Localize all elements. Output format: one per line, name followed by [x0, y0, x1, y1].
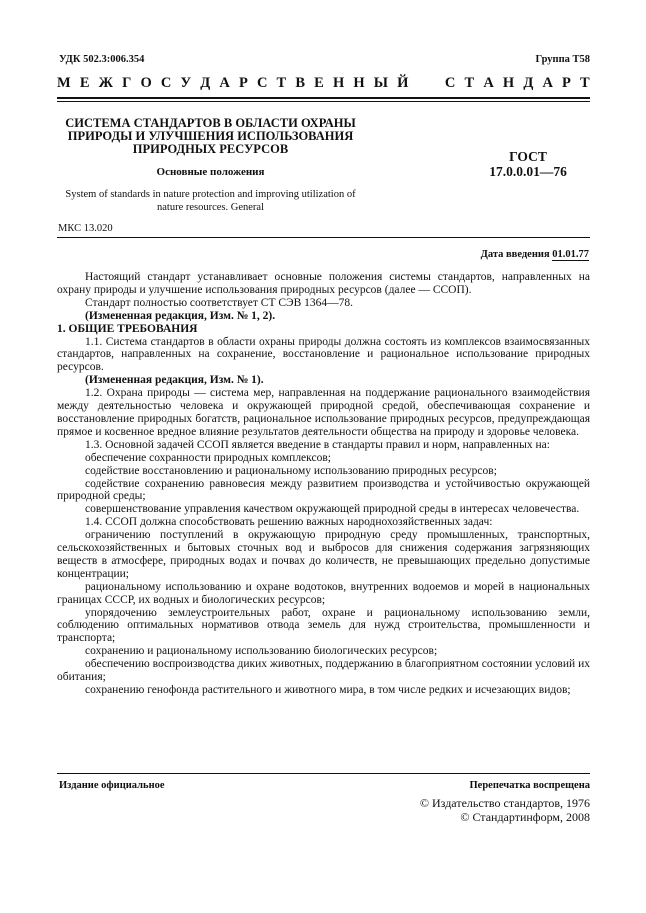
banner-letter: Й [397, 75, 409, 91]
effective-date [481, 249, 589, 260]
gost-designation [468, 149, 588, 179]
banner-letter: Т [580, 75, 590, 91]
effective-date-label: Дата введения [480, 249, 550, 260]
intro-paragraph: Настоящий стандарт устанавливает основные положения системы стандартов, направленных на охрану природы и улучшение использования природных ресурсов (далее — ССОП). [57, 271, 590, 296]
banner-letter: А [219, 75, 230, 91]
standard-subtitle: Основные положения [156, 166, 265, 178]
group-code: Группа Т58 [535, 54, 590, 65]
clause-1-2: 1.2. Охрана природы — система мер, направленная на поддержание рационального взаимодействия между деятельностью человека и окружающей природной средой, обеспечивающая сохранение и восстановление природных богатств, рациональное использование природных ресурсов, предупреждающая прямое и косвенное вредное влияние результатов деятельности общества на природу и здоровье человека. [57, 387, 590, 438]
udk-code: УДК 502.3:006.354 [59, 54, 145, 65]
clause-1-4-item: сохранению генофонда растительного и животного мира, в том числе редких и исчезающих видов; [85, 684, 571, 696]
banner-letter: Е [79, 75, 90, 91]
clause-1-4-item: рациональному использованию и охране водотоков, внутренних водоемов и морей в национальных границах СССР, их водных и биологических ресурсов; [57, 580, 590, 606]
gost-label: ГОСТ [509, 149, 547, 164]
reprint-prohibited-label: Перепечатка воспрещена [469, 780, 590, 791]
banner-letter: Г [122, 75, 132, 91]
intro-compliance: Стандарт полностью соответствует СТ СЭВ 1364—78. [85, 296, 354, 309]
gost-number: 17.0.0.01—76 [489, 164, 567, 179]
banner-letter: Ы [373, 75, 388, 91]
clause-1-3-item: совершенствование управления качеством окружающей природной среды в интересах человечества. [85, 503, 580, 516]
clause-1-3-item: обеспечение сохранности природных комплексов; [85, 451, 331, 464]
standard-title: СИСТЕМА СТАНДАРТОВ В ОБЛАСТИ ОХРАНЫ ПРИРОДЫ И УЛУЧШЕНИЯ ИСПОЛЬЗОВАНИЯ ПРИРОДНЫХ РЕСУРСОВ [65, 116, 356, 156]
copyright-publisher: © Издательство стандартов, 1976 [419, 796, 590, 810]
clause-1-1-change-note: (Измененная редакция, Изм. № 1). [85, 374, 264, 387]
standard-title-english: System of standards in nature protection and improving utilization of nature resources. General [65, 189, 356, 213]
clause-1-1: 1.1. Система стандартов в области охраны природы должна состоять из комплексов взаимосвязанных стандартов, направленных на сохранение, восстановление и рациональное использование природных ресурсов. [57, 335, 590, 374]
banner-letter: С [160, 75, 172, 91]
banner-letter: Т [276, 75, 287, 91]
footer-divider [57, 773, 590, 774]
clause-1-4-item: обеспечению воспроизводства диких животных, поддержанию в благоприятном состоянии условий их обитания; [57, 658, 590, 684]
section-heading: 1. ОБЩИЕ ТРЕБОВАНИЯ [57, 322, 198, 335]
official-edition-label: Издание официальное [59, 780, 165, 791]
clause-1-4-item: сохранению и рациональному использованию биологических ресурсов; [85, 645, 438, 658]
intro-change-note: (Измененная редакция, Изм. № 1, 2). [85, 309, 276, 322]
document-body [57, 271, 590, 697]
clause-1-3-item: содействие восстановлению и рациональному использованию природных ресурсов; [85, 464, 497, 477]
banner-letter: Н [332, 75, 345, 91]
clause-1-4: 1.4. ССОП должна способствовать решению важных народнохозяйственных задач: [85, 516, 493, 529]
banner-letter: А [483, 75, 494, 91]
banner-letter: Ж [98, 75, 113, 91]
banner-letter: В [295, 75, 306, 91]
banner-letter: А [542, 75, 553, 91]
clause-1-4-item: упорядочению землеустроительных работ, охране и рациональному использованию земли, соблюдению оптимальных нормативов отвода земель для нужд строительства, промышленности и транспорта; [57, 606, 590, 645]
mks-divider [57, 237, 590, 238]
banner-letter: У [180, 75, 192, 91]
banner-letter: Е [314, 75, 324, 91]
banner-letter: Р [562, 75, 571, 91]
clause-1-3: 1.3. Основной задачей ССОП является введение в стандарты правил и норм, направленных на: [85, 438, 550, 451]
banner-letter: С [256, 75, 268, 91]
banner-letter: Д [523, 75, 534, 91]
banner-letter: М [57, 75, 71, 91]
banner-letter: О [140, 75, 152, 91]
header-divider-thick [57, 97, 590, 99]
banner-letter: Н [502, 75, 515, 91]
header-divider-thin [57, 101, 590, 102]
banner-letter: Р [238, 75, 248, 91]
clause-1-3-item: содействие сохранению равновесия между развитием производства и устойчивостью окружающей природной среды; [57, 477, 590, 503]
copyright-standartinform: © Стандартинформ, 2008 [460, 810, 590, 824]
effective-date-value: 01.01.77 [552, 249, 589, 260]
interstate-standard-banner [57, 75, 590, 92]
mks-code: МКС 13.020 [58, 223, 113, 234]
clause-1-4-item: ограничению поступлений в окружающую природную среду промышленных, транспортных, сельскохозяйственных и бытовых сточных вод и выбросов для снижения содержания загрязняющих веществ в атмосфере, природных водах и почвах до количеств, не превышающих предельно допустимые концентрации; [57, 529, 590, 580]
banner-letter: Д [200, 75, 211, 91]
banner-letter: Т [464, 75, 475, 91]
banner-letter: С [444, 75, 456, 91]
banner-letter: Н [353, 75, 365, 91]
